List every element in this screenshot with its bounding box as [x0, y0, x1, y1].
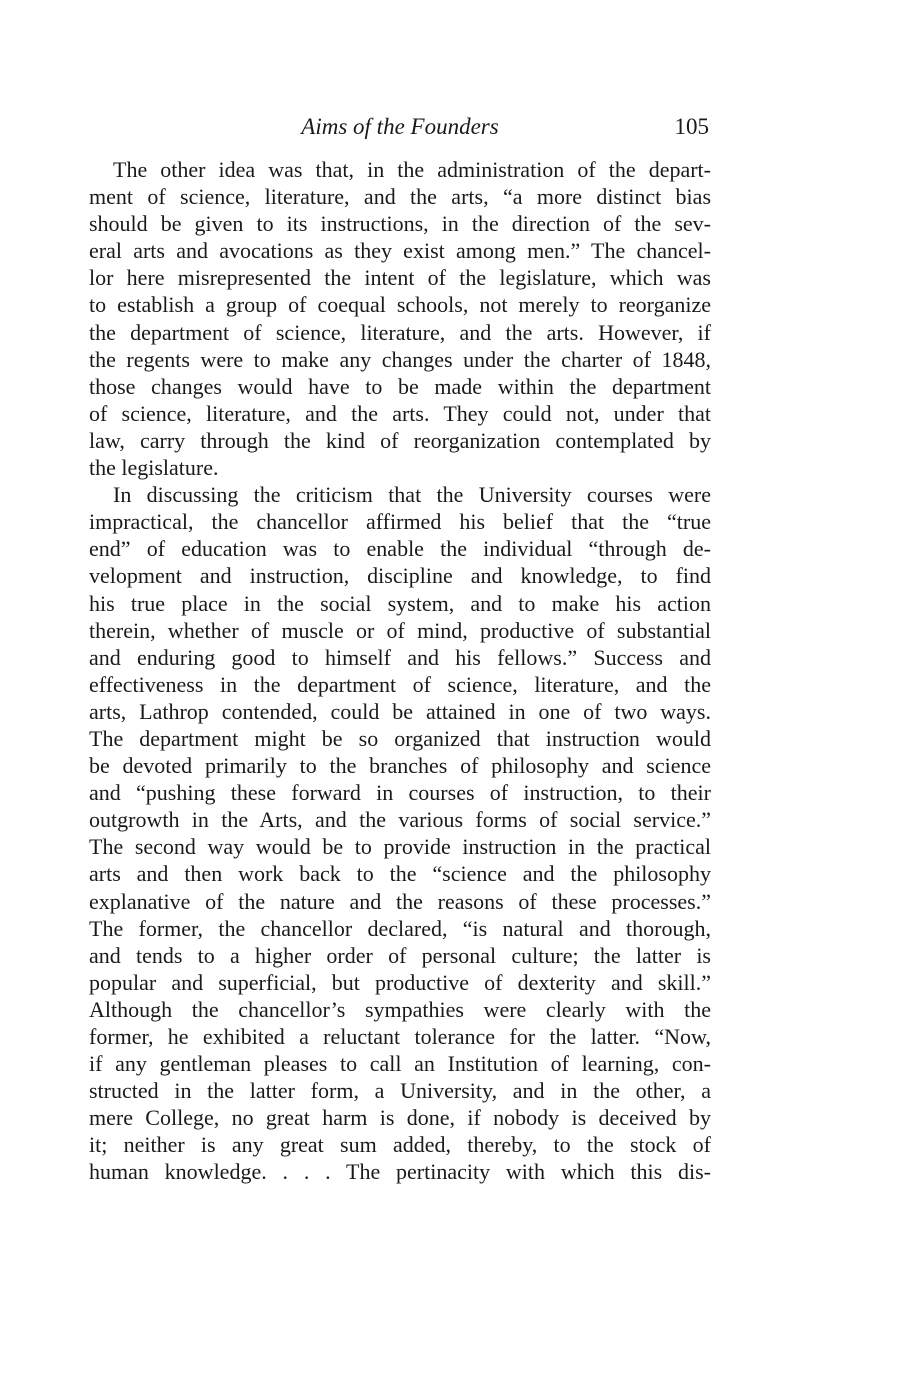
text-line: impractical, the chancellor affirmed his belief that the “true	[89, 509, 711, 535]
text-line: ment of science, literature, and the arts, “a more distinct bias	[89, 184, 711, 210]
text-line: the legislature.	[89, 455, 219, 481]
text-line: arts and then work back to the “science and the philosophy	[89, 861, 711, 887]
text-line: structed in the latter form, a University, and in the other, a	[89, 1078, 711, 1104]
paragraph	[89, 481, 711, 1185]
text-line: In discussing the criticism that the University courses were	[113, 482, 711, 508]
text-line: popular and superficial, but productive of dexterity and skill.”	[89, 969, 711, 995]
text-line: and enduring good to himself and his fellows.” Success and	[89, 644, 711, 670]
text-line: former, he exhibited a reluctant tolerance for the latter. “Now,	[89, 1024, 711, 1049]
text-line: lor here misrepresented the intent of the legislature, which was	[89, 265, 711, 291]
body-text	[89, 156, 711, 1186]
paragraph	[89, 156, 711, 481]
text-line: and “pushing these forward in courses of instruction, to their	[89, 780, 711, 806]
text-line: The other idea was that, in the administration of the depart-	[113, 157, 711, 182]
running-head	[89, 110, 711, 150]
text-line: if any gentleman pleases to call an Institution of learning, con-	[89, 1051, 711, 1077]
text-line: Although the chancellor’s sympathies were clearly with the	[89, 996, 711, 1022]
text-line: arts, Lathrop contended, could be attained in one of two ways.	[89, 698, 711, 724]
text-line: human knowledge. . . . The pertinacity with which this dis-	[89, 1159, 711, 1185]
running-title: Aims of the Founders	[301, 114, 499, 139]
text-line: law, carry through the kind of reorganization contemplated by	[89, 427, 711, 453]
text-line: outgrowth in the Arts, and the various forms of social service.”	[89, 807, 711, 833]
text-line: end” of education was to enable the individual “through de-	[89, 536, 711, 562]
text-line: to establish a group of coequal schools, not merely to reorganize	[89, 292, 711, 318]
text-line: explanative of the nature and the reasons of these processes.”	[89, 888, 711, 914]
text-line: and tends to a higher order of personal culture; the latter is	[89, 942, 711, 968]
text-line: mere College, no great harm is done, if nobody is deceived by	[89, 1105, 711, 1131]
book-page	[89, 110, 711, 1186]
text-line: the regents were to make any changes under the charter of 1848,	[89, 346, 711, 372]
text-line: it; neither is any great sum added, thereby, to the stock of	[89, 1132, 711, 1158]
text-line: The former, the chancellor declared, “is natural and thorough,	[89, 915, 711, 941]
page-number: 105	[674, 114, 709, 139]
text-line: the department of science, literature, and the arts. However, if	[89, 319, 711, 345]
text-line: eral arts and avocations as they exist among men.” The chancel-	[89, 238, 711, 264]
text-line: should be given to its instructions, in the direction of the sev-	[89, 211, 711, 237]
text-line: be devoted primarily to the branches of philosophy and science	[89, 753, 711, 779]
text-line: of science, literature, and the arts. They could not, under that	[89, 400, 711, 426]
text-line: his true place in the social system, and to make his action	[89, 590, 711, 616]
text-line: velopment and instruction, discipline and knowledge, to find	[89, 563, 711, 589]
text-line: The second way would be to provide instruction in the practical	[89, 834, 711, 860]
text-line: effectiveness in the department of science, literature, and the	[89, 671, 711, 697]
text-line: those changes would have to be made within the department	[89, 373, 711, 399]
text-line: therein, whether of muscle or of mind, productive of substantial	[89, 617, 711, 643]
text-line: The department might be so organized that instruction would	[89, 725, 711, 751]
